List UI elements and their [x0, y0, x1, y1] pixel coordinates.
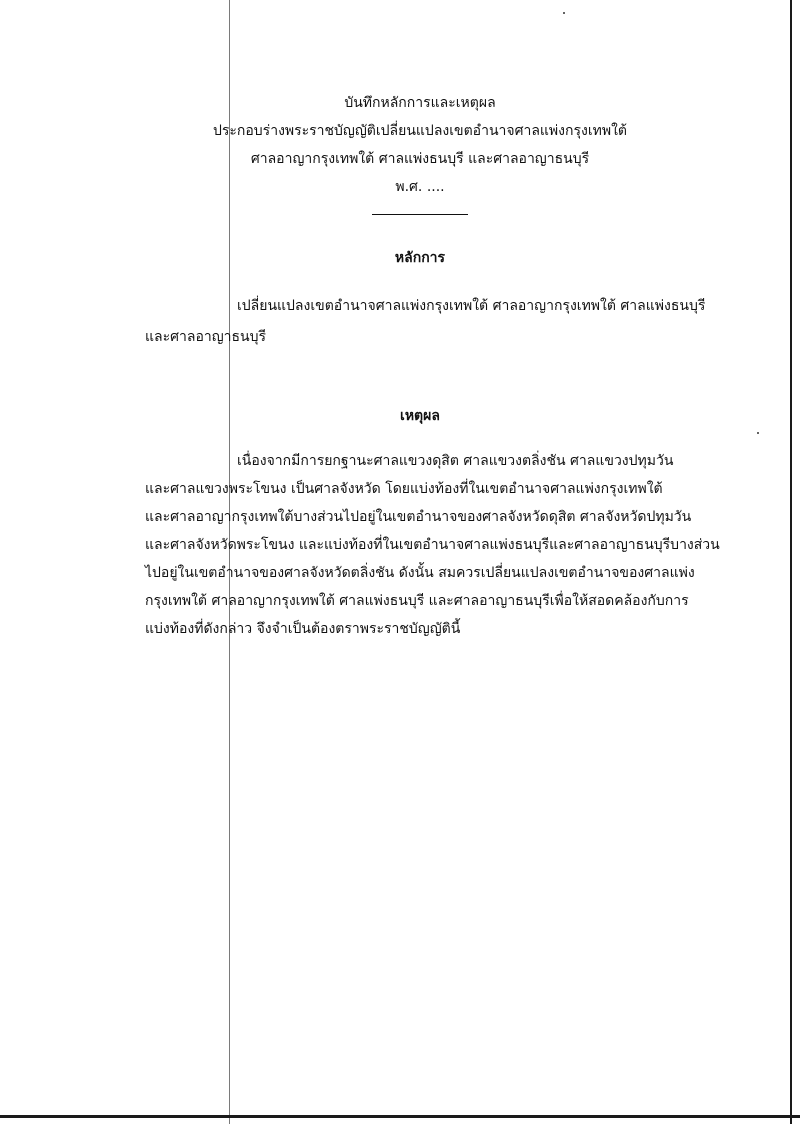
principle-line: และศาลอาญาธนบุรี [145, 329, 267, 345]
title-divider [372, 214, 468, 215]
document-subtitle-line-2: ศาลอาญากรุงเทพใต้ ศาลแพ่งธนบุรี และศาลอาญาธนบุรี [250, 151, 590, 167]
reason-line: แบ่งท้องที่ดังกล่าว จึงจำเป็นต้องตราพระราชบัญญัตินี้ [145, 621, 461, 637]
reason-line: และศาลจังหวัดพระโขนง และแบ่งท้องที่ในเขตอำนาจศาลแพ่งธนบุรีและศาลอาญาธนบุรีบางส่วน [145, 537, 720, 553]
reason-line: และศาลแขวงพระโขนง เป็นศาลจังหวัด โดยแบ่งท้องที่ในเขตอำนาจศาลแพ่งกรุงเทพใต้ [145, 481, 663, 497]
reason-line: เนื่องจากมีการยกฐานะศาลแขวงดุสิต ศาลแขวงตลิ่งชัน ศาลแขวงปทุมวัน [237, 453, 674, 469]
document-subtitle-line-1: ประกอบร่างพระราชบัญญัติเปลี่ยนแปลงเขตอำนาจศาลแพ่งกรุงเทพใต้ [212, 123, 628, 139]
reason-line: กรุงเทพใต้ ศาลอาญากรุงเทพใต้ ศาลแพ่งธนบุรี และศาลอาญาธนบุรีเพื่อให้สอดคล้องกับการ [145, 593, 689, 609]
principle-line: เปลี่ยนแปลงเขตอำนาจศาลแพ่งกรุงเทพใต้ ศาลอาญากรุงเทพใต้ ศาลแพ่งธนบุรี [237, 298, 706, 314]
document-year: พ.ศ. .... [395, 179, 445, 195]
page-edge-bottom [0, 1115, 800, 1118]
reason-heading: เหตุผล [400, 408, 440, 424]
document-title: บันทึกหลักการและเหตุผล [344, 95, 496, 111]
principle-heading: หลักการ [394, 250, 446, 266]
scan-speck [757, 432, 759, 434]
reason-line: และศาลอาญากรุงเทพใต้บางส่วนไปอยู่ในเขตอำนาจของศาลจังหวัดดุสิต ศาลจังหวัดปทุมวัน [145, 509, 692, 525]
scan-speck [563, 12, 565, 14]
reason-line: ไปอยู่ในเขตอำนาจของศาลจังหวัดตลิ่งชัน ดังนั้น สมควรเปลี่ยนแปลงเขตอำนาจของศาลแพ่ง [145, 565, 695, 581]
